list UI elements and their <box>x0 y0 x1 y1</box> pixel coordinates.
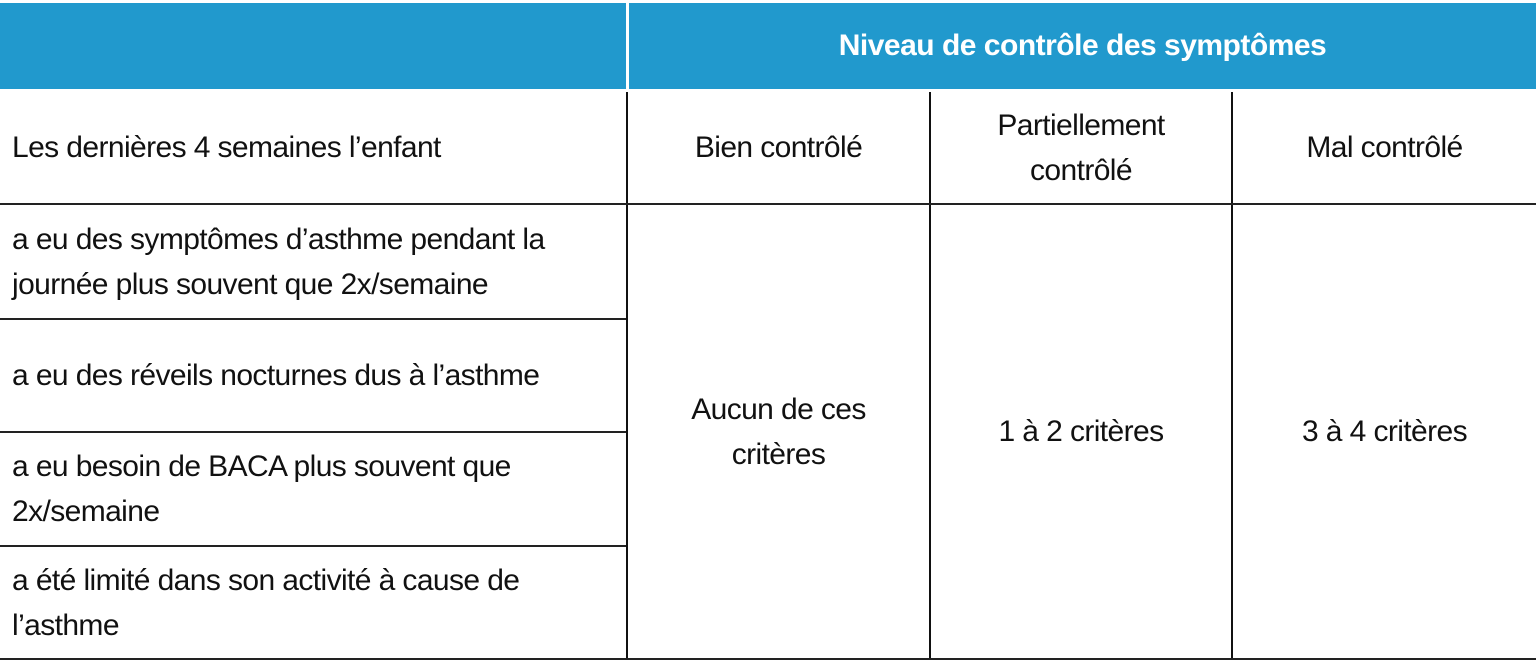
header-group-title <box>629 3 1536 89</box>
result-partiel-controle <box>931 205 1231 658</box>
group-title-text: Niveau de contrôle des symptômes <box>838 29 1327 62</box>
criterion-text: a été limité dans son activité à cause de l’asthme <box>12 563 520 642</box>
criterion-text: a eu besoin de BACA plus souvent que 2x/semaine <box>12 450 511 528</box>
criterion-row <box>12 205 612 318</box>
criterion-text: a eu des réveils nocturnes dus à l’asthme <box>12 359 540 392</box>
result-bien-controle <box>628 205 929 658</box>
table-bottom-rule <box>0 658 1536 660</box>
criterion-row <box>12 433 612 545</box>
criterion-row <box>12 547 612 658</box>
result-text: 1 à 2 critères <box>998 415 1164 448</box>
column-header-text: Bien contrôlé <box>694 131 863 164</box>
column-header-partiel <box>931 92 1231 203</box>
result-mal-controle <box>1233 205 1536 658</box>
row-label-text: Les dernières 4 semaines l’enfant <box>12 131 441 164</box>
column-header-mal <box>1233 92 1536 203</box>
row-label-header <box>12 92 612 203</box>
criterion-row <box>12 320 612 431</box>
column-header-text: Mal contrôlé <box>1306 131 1463 164</box>
criterion-text: a eu des symptômes d’asthme pendant la journée plus souvent que 2x/semaine <box>12 222 545 301</box>
column-header-text: Partiellement contrôlé <box>997 108 1165 187</box>
header-band-left <box>0 3 626 89</box>
column-header-bien <box>628 92 929 203</box>
result-text: 3 à 4 critères <box>1301 415 1467 448</box>
result-text: Aucun de ces critères <box>691 392 866 471</box>
